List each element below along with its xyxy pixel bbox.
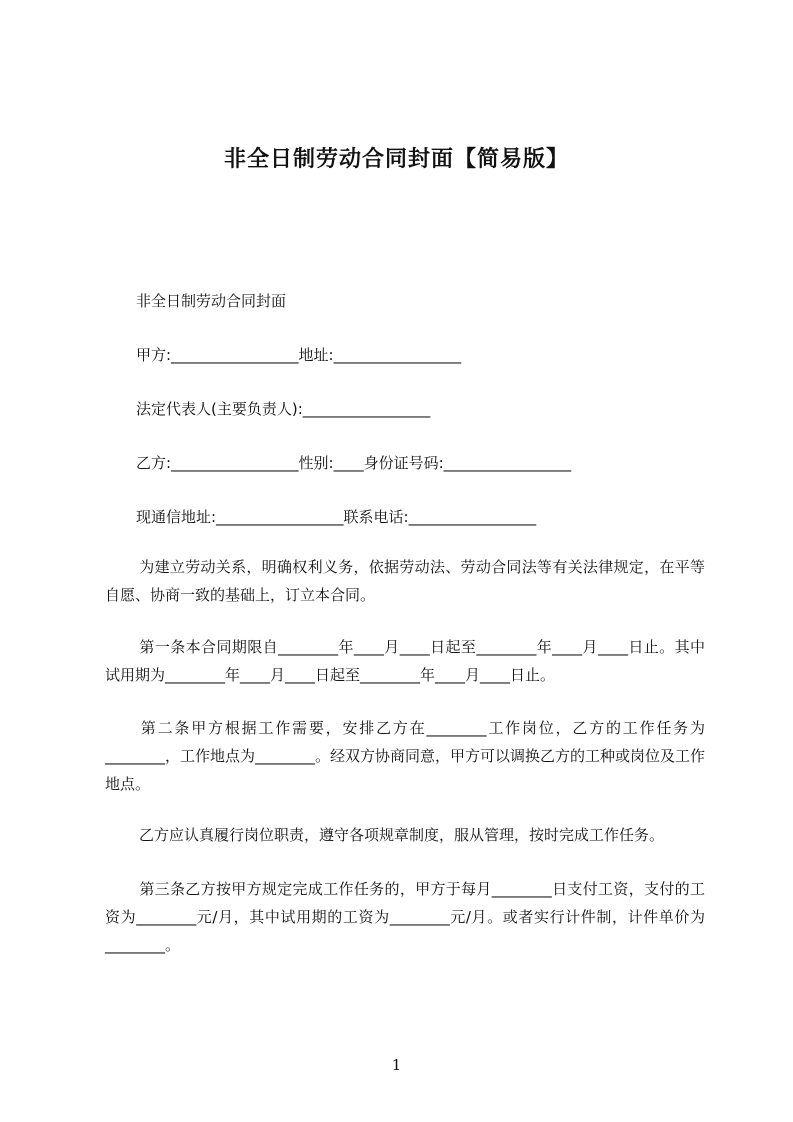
paragraph-duties-text: 乙方应认真履行岗位职责，遵守各项规章制度，服从管理，按时完成工作任务。 xyxy=(139,826,665,844)
paragraph-article-3-text: 第三条乙方按甲方规定完成工作任务的，甲方于每月________日支付工资，支付的工资为________元/月，其中试用期的工资为________元/月。或者实行计件制，计件单价为________。 xyxy=(105,880,705,954)
party-a-field: 甲方:_________________地址:_________________ xyxy=(136,346,462,364)
paragraph-article-3 xyxy=(105,875,705,959)
party-b-field: 乙方:_________________性别:____身份证号码:_________________ xyxy=(136,454,572,472)
paragraph-article-1 xyxy=(105,633,705,689)
paragraph-duties xyxy=(105,821,705,849)
page-number: 1 xyxy=(391,1056,402,1074)
paragraph-article-2-text: 第二条甲方根据工作需要，安排乙方在________工作岗位，乙方的工作任务为________，工作地点为________。经双方协商同意，甲方可以调换乙方的工种或岗位及工作地点。 xyxy=(105,719,706,793)
contact-field: 现通信地址:_________________联系电话:_________________ xyxy=(136,508,537,526)
subtitle: 非全日制劳动合同封面 xyxy=(136,292,287,310)
paragraph-intro xyxy=(105,553,705,609)
paragraph-article-1-text: 第一条本合同期限自________年____月____日起至________年____月____日止。其中试用期为________年____月____日起至________年____月____日止。 xyxy=(105,638,705,684)
document-title: 非全日制劳动合同封面【简易版】 xyxy=(223,147,569,172)
paragraph-intro-text: 为建立劳动关系，明确权利义务，依据劳动法、劳动合同法等有关法律规定，在平等自愿、协商一致的基础上，订立本合同。 xyxy=(105,558,705,604)
paragraph-article-2 xyxy=(105,714,705,798)
legal-representative-field: 法定代表人(主要负责人):_________________ xyxy=(136,400,431,418)
